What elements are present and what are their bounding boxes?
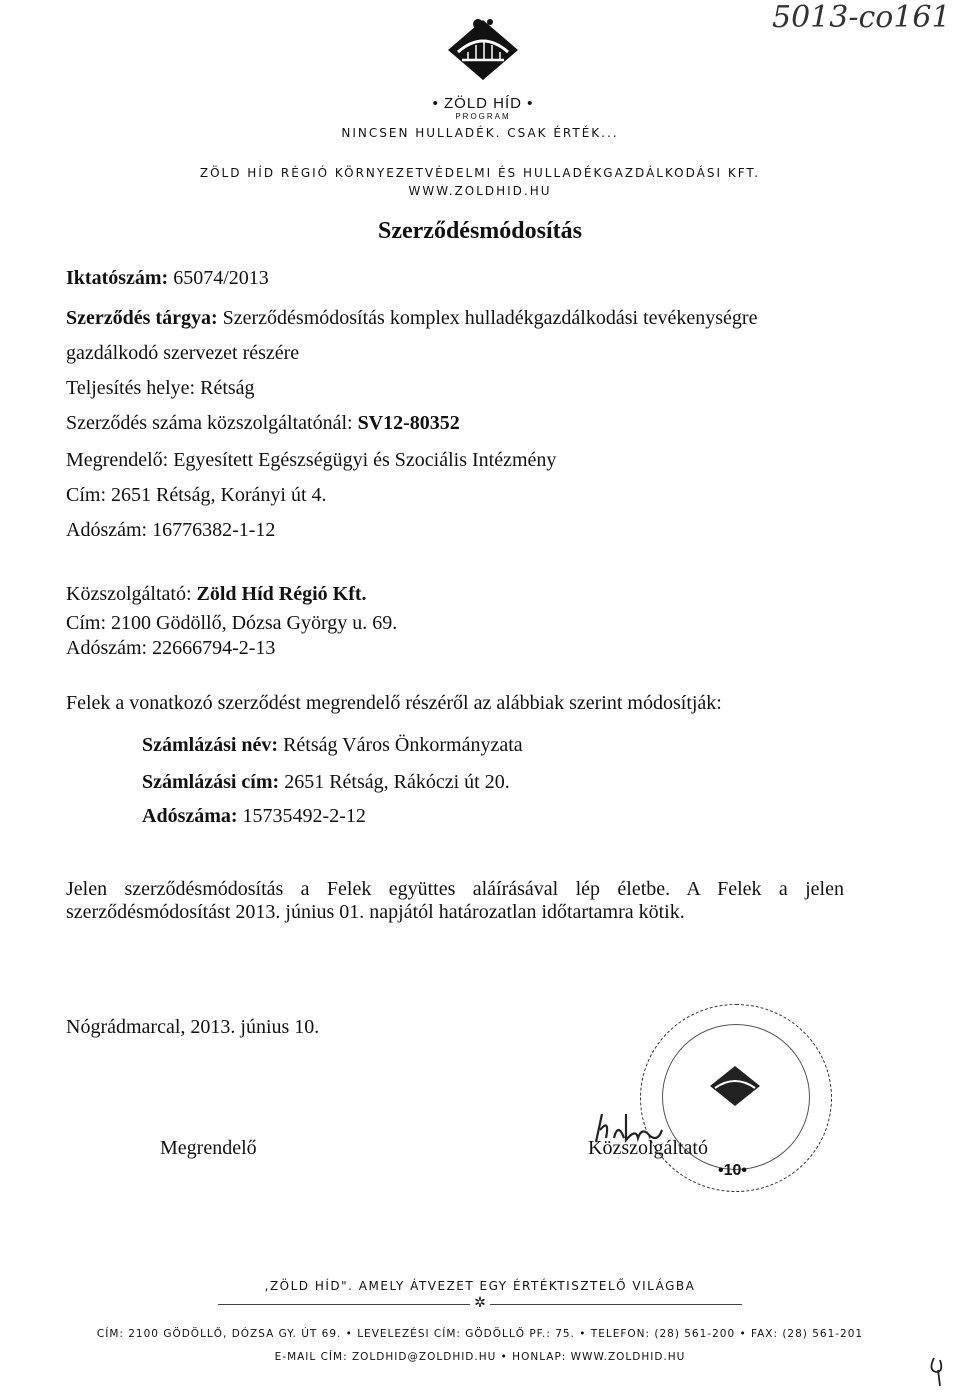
billing-tax-number: Adószáma: 15735492-2-12 [142, 805, 366, 827]
footer-ornament-icon: ✲ [470, 1296, 490, 1312]
place-date: Nógrádmarcal, 2013. június 10. [66, 1016, 320, 1038]
header-website: WWW.ZOLDHID.HU [408, 184, 552, 198]
page-initial-mark [926, 1354, 954, 1395]
closing-line-1: Jelen szerződésmódosítás a Felek együttes aláírásával lép életbe. A Felek a jelen [66, 878, 844, 900]
handwritten-reference: 5013-co161 [772, 0, 951, 35]
footer-email: E-MAIL CÍM: ZOLDHID@ZOLDHID.HU • HONLAP: WWW.ZOLDHID.HU [274, 1351, 686, 1363]
footer-motto: ,ZÖLD HÍD". AMELY ÁTVEZET EGY ÉRTÉKTISZTELŐ VILÁGBA [264, 1279, 696, 1293]
footer-contact: CÍM: 2100 GÖDÖLLŐ, DÓZSA GY. ÚT 69. • LEVELEZÉSI CÍM: GÖDÖLLŐ PF.: 75. • TELEFON: (28) 561-200 • FAX: (28) 561-201 [96, 1328, 864, 1340]
billing-name: Számlázási név: Rétság Város Önkormányzata [142, 734, 523, 756]
modification-intro: Felek a vonatkozó szerződést megrendelő részéről az alábbiak szerint módosítják: [66, 692, 722, 714]
header-company: ZÖLD HÍD RÉGIÓ KÖRNYEZETVÉDELMI ÉS HULLADÉKGAZDÁLKODÁSI KFT. [199, 166, 761, 180]
company-logo [438, 12, 528, 92]
bridge-logo-icon [438, 12, 528, 92]
signature-provider: Közszolgáltató [588, 1137, 708, 1159]
customer-name: Megrendelő: Egyesített Egészségügyi és Szociális Intézmény [66, 449, 557, 471]
provider-tax-number: Adószám: 22666794-2-13 [66, 637, 276, 659]
closing-line-2: szerződésmódosítást 2013. június 01. napjától határozatlan időtartamra kötik. [66, 901, 685, 923]
provider-name: Közszolgáltató: Zöld Híd Régió Kft. [66, 583, 367, 605]
logo-name: • ZÖLD HÍD • [432, 95, 534, 112]
billing-address: Számlázási cím: 2651 Rétság, Rákóczi út 20. [142, 771, 510, 793]
contract-number: Szerződés száma közszolgáltatónál: SV12-80352 [66, 412, 460, 434]
header-tagline: NINCSEN HULLADÉK. CSAK ÉRTÉK... [341, 126, 619, 140]
contract-subject-cont: gazdálkodó szervezet részére [66, 342, 300, 364]
stamp-number: •10• [718, 1162, 748, 1179]
logo-subtitle: PROGRAM [455, 112, 511, 121]
signature-customer: Megrendelő [160, 1137, 257, 1159]
customer-tax-number: Adószám: 16776382-1-12 [66, 519, 276, 541]
document-title: Szerződésmódosítás [378, 218, 582, 244]
contract-subject: Szerződés tárgya: Szerződésmódosítás komplex hulladékgazdálkodási tevékenységre [66, 307, 758, 329]
iktatoszam: Iktatószám: 65074/2013 [66, 267, 269, 289]
customer-address: Cím: 2651 Rétság, Korányi út 4. [66, 484, 327, 506]
performance-place: Teljesítés helye: Rétság [66, 377, 255, 399]
company-stamp [640, 1004, 836, 1194]
provider-address: Cím: 2100 Gödöllő, Dózsa György u. 69. [66, 612, 398, 634]
